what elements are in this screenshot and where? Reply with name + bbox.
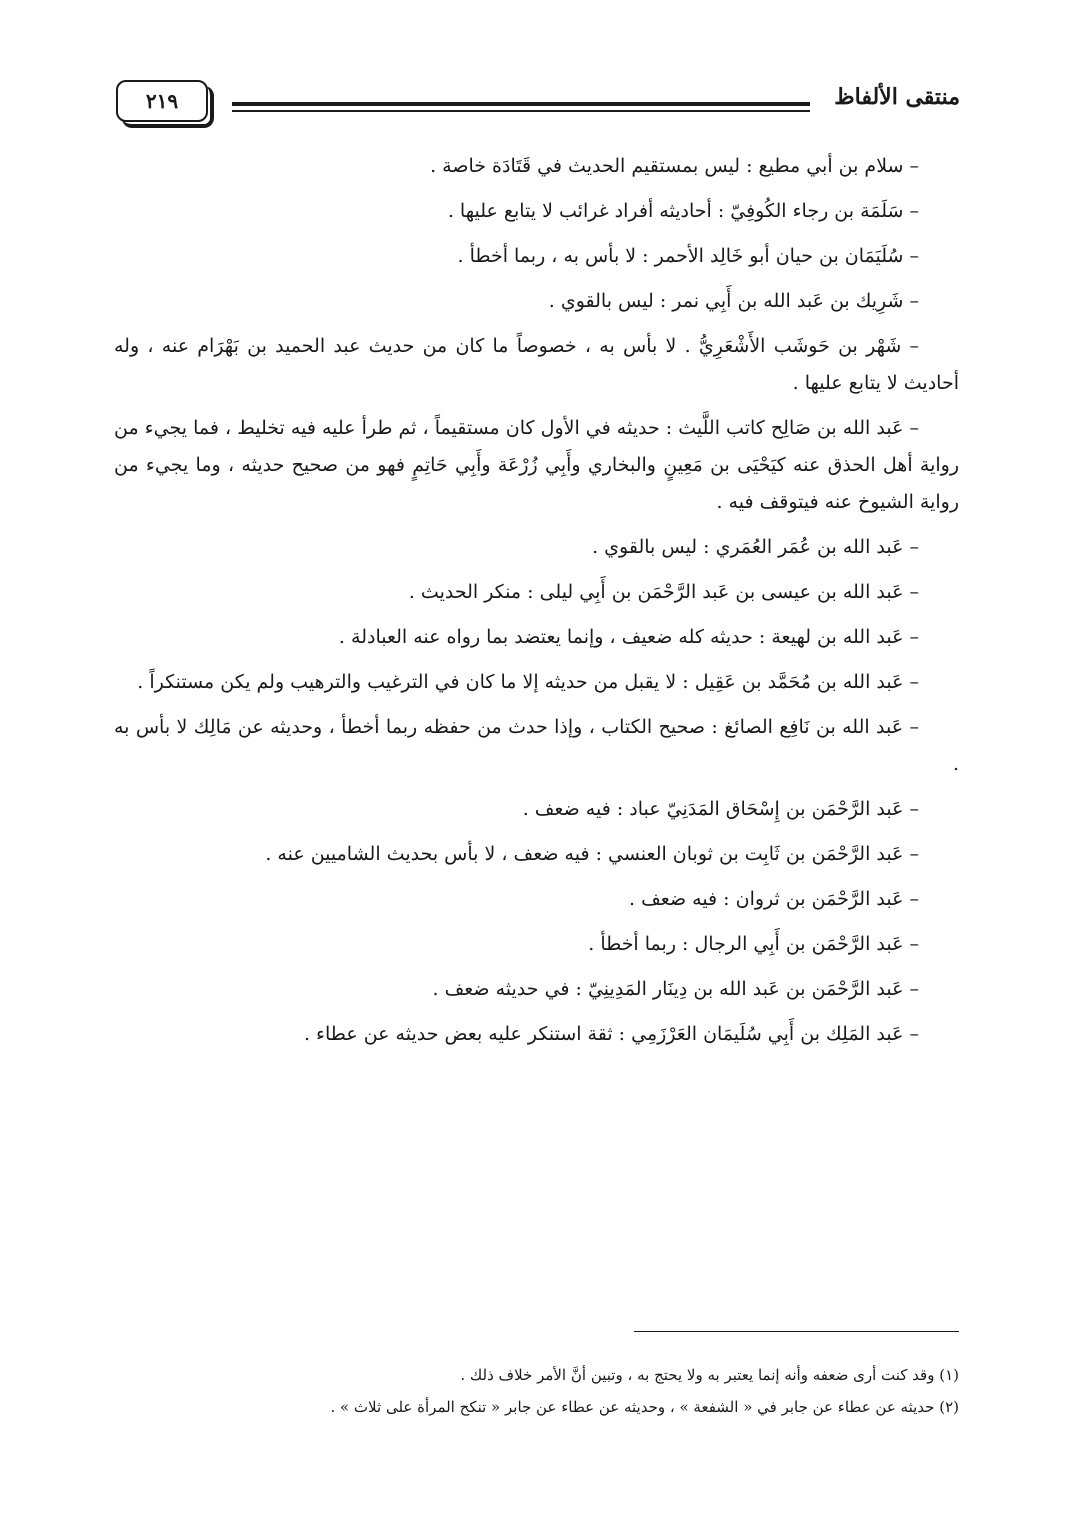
- narrator-entry: – عَبد الله بن صَالِح كاتب اللَّيث : حديثه في الأول كان مستقيماً ، ثم طرأ عليه فيه تخليط ، فما يجيء من رواية أهل الحذق عنه كيَحْيَى بن مَعِينٍ والبخاري وأَبِي زُرْعَة وأَبِي حَاتِمٍ فهو من صحيح حديثه ، وما يجيء من رواية الشيوخ عنه فيتوقف فيه .: [114, 417, 959, 513]
- header-rule-thin: [232, 110, 810, 112]
- narrator-entry: – عَبد الرَّحْمَن بن ثَابِت بن ثوبان العنسي : فيه ضعف ، لا بأس بحديث الشاميين عنه .: [265, 843, 919, 865]
- footnote-separator: [634, 1331, 959, 1332]
- narrator-entry: – عَبد الله بن مُحَمَّد بن عَقِيل : لا يقبل من حديثه إلا ما كان في الترغيب والترهيب ولم يكن مستنكراً .: [137, 671, 919, 693]
- footnotes: [114, 1360, 959, 1424]
- footnote: (١) وقد كنت أرى ضعفه وأنه إنما يعتبر به ولا يحتج به ، وتبين أنَّ الأمر خلاف ذلك .: [460, 1366, 959, 1384]
- narrator-entry: – عَبد الرَّحْمَن بن أَبِي الرجال : ربما أخطأ .: [588, 933, 919, 955]
- narrator-entry: – عَبد الله بن نَافِع الصائغ : صحيح الكتاب ، وإذا حدث من حفظه ربما أخطأ ، وحديثه عن مَالِك لا بأس به .: [114, 716, 959, 775]
- header-rule-thick: [232, 102, 810, 106]
- narrator-entry: – سلام بن أبي مطيع : ليس بمستقيم الحديث في قَتَادَة خاصة .: [430, 155, 919, 177]
- page-number: ٢١٩: [145, 89, 179, 113]
- page-body: [114, 148, 959, 1061]
- narrator-entry: – شَرِيك بن عَبد الله بن أَبِي نمر : ليس بالقوي .: [548, 290, 919, 312]
- narrator-entry: – عَبد المَلِك بن أَبِي سُلَيمَان العَرْزَمِي : ثقة استنكر عليه بعض حديثه عن عطاء .: [303, 1023, 919, 1045]
- footnote: (٢) حديثه عن عطاء عن جابر في « الشفعة » ، وحديثه عن عطاء عن جابر « تنكح المرأة على ثلاث » .: [330, 1398, 959, 1416]
- narrator-entry: – عَبد الله بن لهيعة : حديثه كله ضعيف ، وإنما يعتضد بما رواه عنه العبادلة .: [338, 626, 919, 648]
- narrator-entry: – عَبد الرَّحْمَن بن إِسْحَاق المَدَنِيّ عباد : فيه ضعف .: [522, 798, 919, 820]
- page-header: [112, 70, 960, 134]
- narrator-entry: – عَبد الرَّحْمَن بن ثروان : فيه ضعف .: [629, 888, 919, 910]
- page-number-frame: [116, 80, 208, 122]
- narrator-entry: – عَبد الله بن عُمَر العُمَري : ليس بالقوي .: [592, 536, 919, 558]
- narrator-entry: – سُلَيَمَان بن حيان أبو خَالِد الأحمر : لا بأس به ، ربما أخطأ .: [457, 245, 919, 267]
- narrator-entry: – عَبد الله بن عيسى بن عَبد الرَّحْمَن بن أَبِي ليلى : منكر الحديث .: [408, 581, 919, 603]
- book-title: منتقى الألفاظ: [834, 84, 960, 110]
- narrator-entry: – سَلَمَة بن رجاء الكُوفِيّ : أحاديثه أفراد غرائب لا يتابع عليها .: [447, 200, 919, 222]
- narrator-entry: – شَهْر بن حَوشَب الأَشْعَرِيُّ . لا بأس به ، خصوصاً ما كان من حديث عبد الحميد بن بَهْرَام عنه ، وله أحاديث لا يتابع عليها .: [114, 335, 959, 394]
- narrator-entry: – عَبد الرَّحْمَن بن عَبد الله بن دِينَار المَدِينِيّ : في حديثه ضعف .: [432, 978, 919, 1000]
